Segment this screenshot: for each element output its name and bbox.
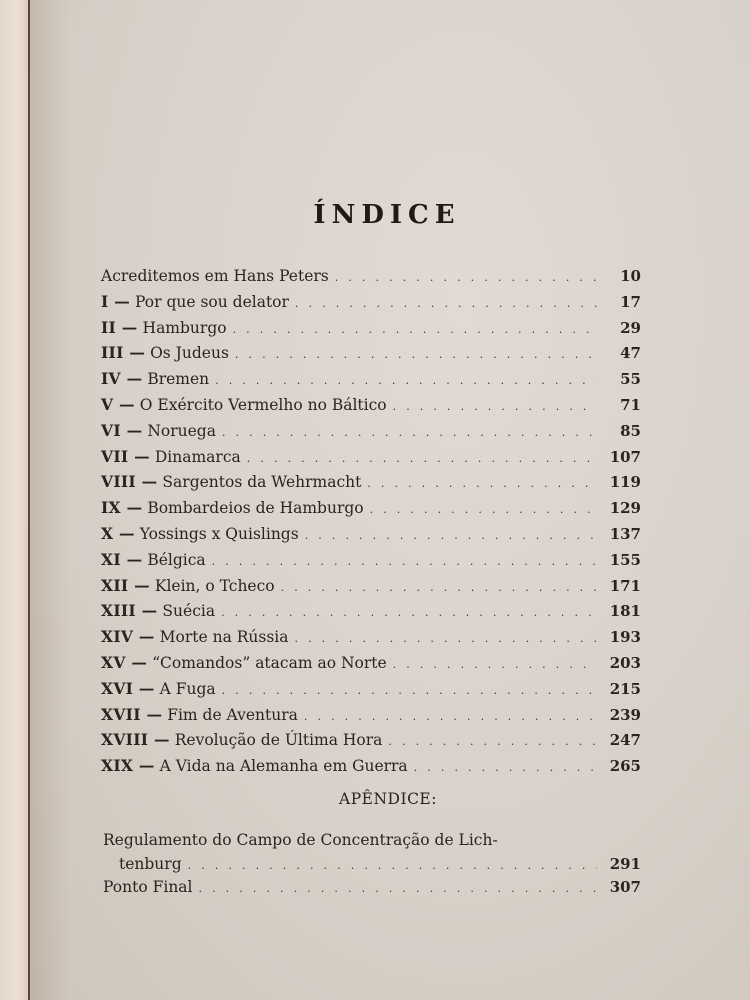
entry-label: V — O Exército Vermelho no Báltico <box>101 394 387 414</box>
toc-entry <box>101 495 641 521</box>
page-number: 215 <box>609 679 641 698</box>
entry-label: X — Yossings x Quislings <box>101 523 299 543</box>
entry-label: XIX — A Vida na Alemanha em Guerra <box>101 756 408 776</box>
entry-label: I — Por que sou delator <box>101 291 289 311</box>
page-number: 137 <box>609 524 641 543</box>
dot-leader <box>393 652 597 678</box>
toc-entry <box>101 392 641 418</box>
dot-leader <box>304 704 597 730</box>
dot-leader <box>295 626 598 652</box>
page-number: 247 <box>609 731 641 750</box>
page-number: 203 <box>609 653 641 672</box>
entry-label: XVII — Fim de Aventura <box>101 704 298 724</box>
page-number: 193 <box>609 628 641 647</box>
entry-label: VIII — Sargentos da Wehrmacht <box>101 472 362 492</box>
toc-entry <box>101 315 641 341</box>
toc-entry <box>101 444 641 470</box>
dot-leader <box>388 729 597 755</box>
entry-label: III — Os Judeus <box>101 343 229 363</box>
entry-label: XIII — Suécia <box>101 601 216 621</box>
dot-leader <box>335 265 597 291</box>
dot-leader <box>414 755 597 781</box>
page-number: 129 <box>609 499 641 518</box>
dot-leader <box>199 877 598 900</box>
page-title: ÍNDICE <box>313 200 461 230</box>
toc-entry <box>101 521 641 547</box>
dot-leader <box>222 678 597 704</box>
entry-label: XVI — A Fuga <box>101 678 216 698</box>
page-number: 181 <box>609 602 641 621</box>
page-number: 10 <box>620 267 641 285</box>
page-number: 265 <box>609 757 641 776</box>
entry-label: XIV — Morte na Rússia <box>101 627 289 647</box>
dot-leader <box>295 291 597 317</box>
toc-entry <box>101 289 641 315</box>
toc-entry <box>101 547 641 573</box>
previous-page-edge <box>0 0 30 1000</box>
toc-entry <box>101 624 641 650</box>
page-number: 171 <box>609 576 641 595</box>
entry-label: tenburg <box>119 855 182 873</box>
toc-entry <box>101 366 641 392</box>
page-number: 55 <box>620 370 641 389</box>
table-of-contents <box>101 263 641 779</box>
page-number: 119 <box>609 473 641 492</box>
entry-label: II — Hamburgo <box>101 317 227 337</box>
book-gutter-line <box>28 0 30 1000</box>
entry-label: XV — “Comandos” atacam ao Norte <box>101 652 387 672</box>
appendix-heading: APÊNDICE: <box>339 790 437 808</box>
page-number: 29 <box>620 318 641 337</box>
dot-leader <box>221 600 597 626</box>
dot-leader <box>247 446 597 472</box>
entry-label: IV — Bremen <box>101 369 210 389</box>
page-number: 71 <box>620 395 641 414</box>
gutter-shadow <box>30 0 70 1000</box>
appendix-entry <box>103 853 641 876</box>
entry-label: XVIII — Revolução de Última Hora <box>101 730 383 750</box>
appendix-list <box>103 828 641 899</box>
dot-leader <box>281 575 597 601</box>
appendix-entry <box>103 876 641 899</box>
toc-entry <box>101 727 641 753</box>
page-number: 155 <box>609 550 641 569</box>
entry-label: VII — Dinamarca <box>101 446 241 466</box>
page-number: 307 <box>609 878 641 896</box>
dot-leader <box>215 368 597 394</box>
entry-label: Acreditemos em Hans Peters <box>101 267 329 285</box>
dot-leader <box>235 342 597 368</box>
toc-entry <box>101 598 641 624</box>
toc-entry <box>101 263 641 289</box>
dot-leader <box>370 497 597 523</box>
dot-leader <box>188 854 597 877</box>
entry-label: XI — Bélgica <box>101 549 206 569</box>
page-number: 239 <box>609 705 641 724</box>
dot-leader <box>222 420 597 446</box>
entry-label: XII — Klein, o Tcheco <box>101 575 275 595</box>
page-number: 47 <box>620 344 641 363</box>
toc-entry <box>101 753 641 779</box>
entry-label: Ponto Final <box>103 878 193 896</box>
toc-entry <box>101 573 641 599</box>
toc-entry <box>101 676 641 702</box>
toc-entry <box>101 418 641 444</box>
dot-leader <box>305 523 597 549</box>
page-number: 291 <box>609 855 641 873</box>
entry-label: VI — Noruega <box>101 420 216 440</box>
dot-leader <box>393 394 597 420</box>
page-number: 85 <box>620 421 641 440</box>
appendix-entry-first-line: Regulamento do Campo de Concentração de Lich- <box>103 831 498 849</box>
toc-entry <box>101 702 641 728</box>
page-number: 107 <box>609 447 641 466</box>
page-number: 17 <box>620 292 641 311</box>
dot-leader <box>233 317 597 343</box>
toc-entry <box>101 650 641 676</box>
entry-label: IX — Bombardeios de Hamburgo <box>101 498 364 518</box>
dot-leader <box>367 471 597 497</box>
dot-leader <box>212 549 597 575</box>
toc-entry <box>101 340 641 366</box>
toc-entry <box>101 469 641 495</box>
